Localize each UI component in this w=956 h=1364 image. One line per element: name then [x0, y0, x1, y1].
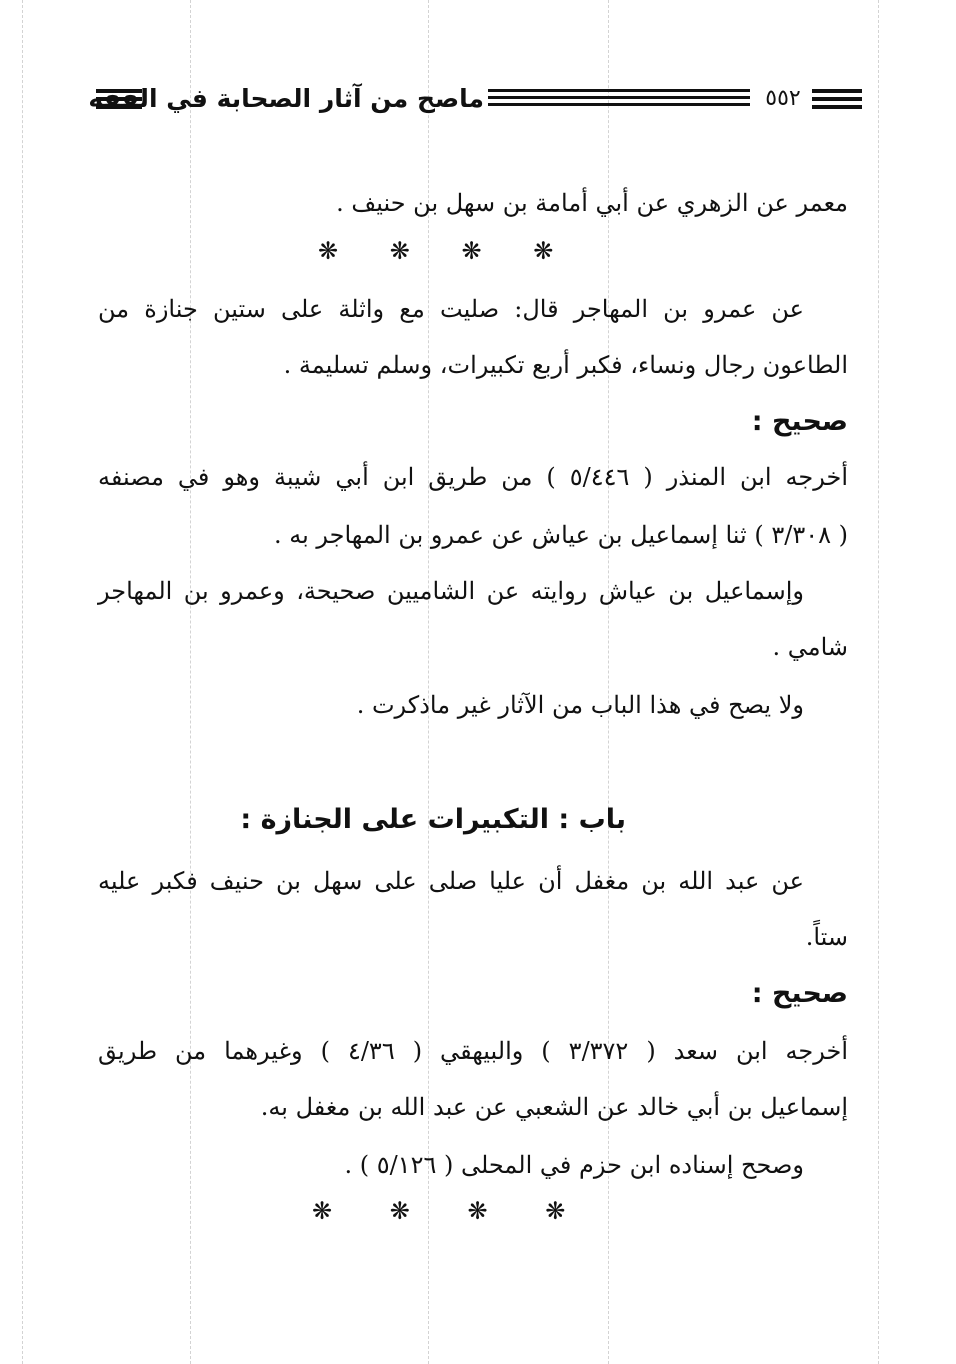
- header-title: ماصح من آثار الصحابة في الفقه: [88, 84, 484, 113]
- text-line: أخرجه ابن سعد ( ٣/٣٧٢ ) والبيهقي ( ٤/٣٦ ) وغيرهما من طريق: [98, 1037, 848, 1065]
- section-title: باب : التكبيرات على الجنازة :: [240, 804, 626, 835]
- text-line: وإسماعيل بن عياش روايته عن الشاميين صحيحة، وعمرو بن المهاجر: [98, 577, 804, 605]
- grading-heading: صحيح :: [751, 978, 848, 1009]
- page-number: ٥٥٢: [765, 86, 801, 111]
- text-line: معمر عن الزهري عن أبي أمامة بن سهل بن حنيف .: [336, 189, 848, 217]
- text-line: الطاعون رجال ونساء، فكبر أربع تكبيرات، وسلم تسليمة .: [283, 351, 848, 379]
- text-line: وصحح إسناده ابن حزم في المحلى ( ٥/١٢٦ ) .: [344, 1151, 804, 1179]
- scan-guide-line: [22, 0, 23, 1364]
- separator-stars: ❋ ❋ ❋ ❋: [312, 1197, 566, 1225]
- text-line: ستاً.: [805, 923, 848, 951]
- scan-guide-line: [878, 0, 879, 1364]
- text-line: ( ٣/٣٠٨ ) ثنا إسماعيل بن عياش عن عمرو بن المهاجر به .: [273, 521, 848, 549]
- header-rule-right: [812, 89, 862, 113]
- text-line: عن عمرو بن المهاجر قال: صليت مع واثلة على ستين جنازة من: [98, 295, 804, 323]
- text-line: أخرجه ابن المنذر ( ٥/٤٤٦ ) من طريق ابن أبي شيبة وهو في مصنفه: [98, 463, 849, 491]
- text-line: إسماعيل بن أبي خالد عن الشعبي عن عبد الله بن مغفل به.: [260, 1093, 848, 1121]
- scan-guide-line: [190, 0, 191, 1364]
- header-rule-middle: [488, 89, 750, 113]
- separator-stars: ❋ ❋ ❋ ❋: [318, 237, 554, 265]
- text-line: ولا يصح في هذا الباب من الآثار غير ماذكرت .: [356, 691, 804, 719]
- running-header: [88, 82, 862, 122]
- grading-heading: صحيح :: [751, 406, 848, 437]
- text-line: شامي .: [772, 633, 848, 661]
- text-line: عن عبد الله بن مغفل أن عليا صلى على سهل بن حنيف فكبر عليه: [98, 867, 804, 895]
